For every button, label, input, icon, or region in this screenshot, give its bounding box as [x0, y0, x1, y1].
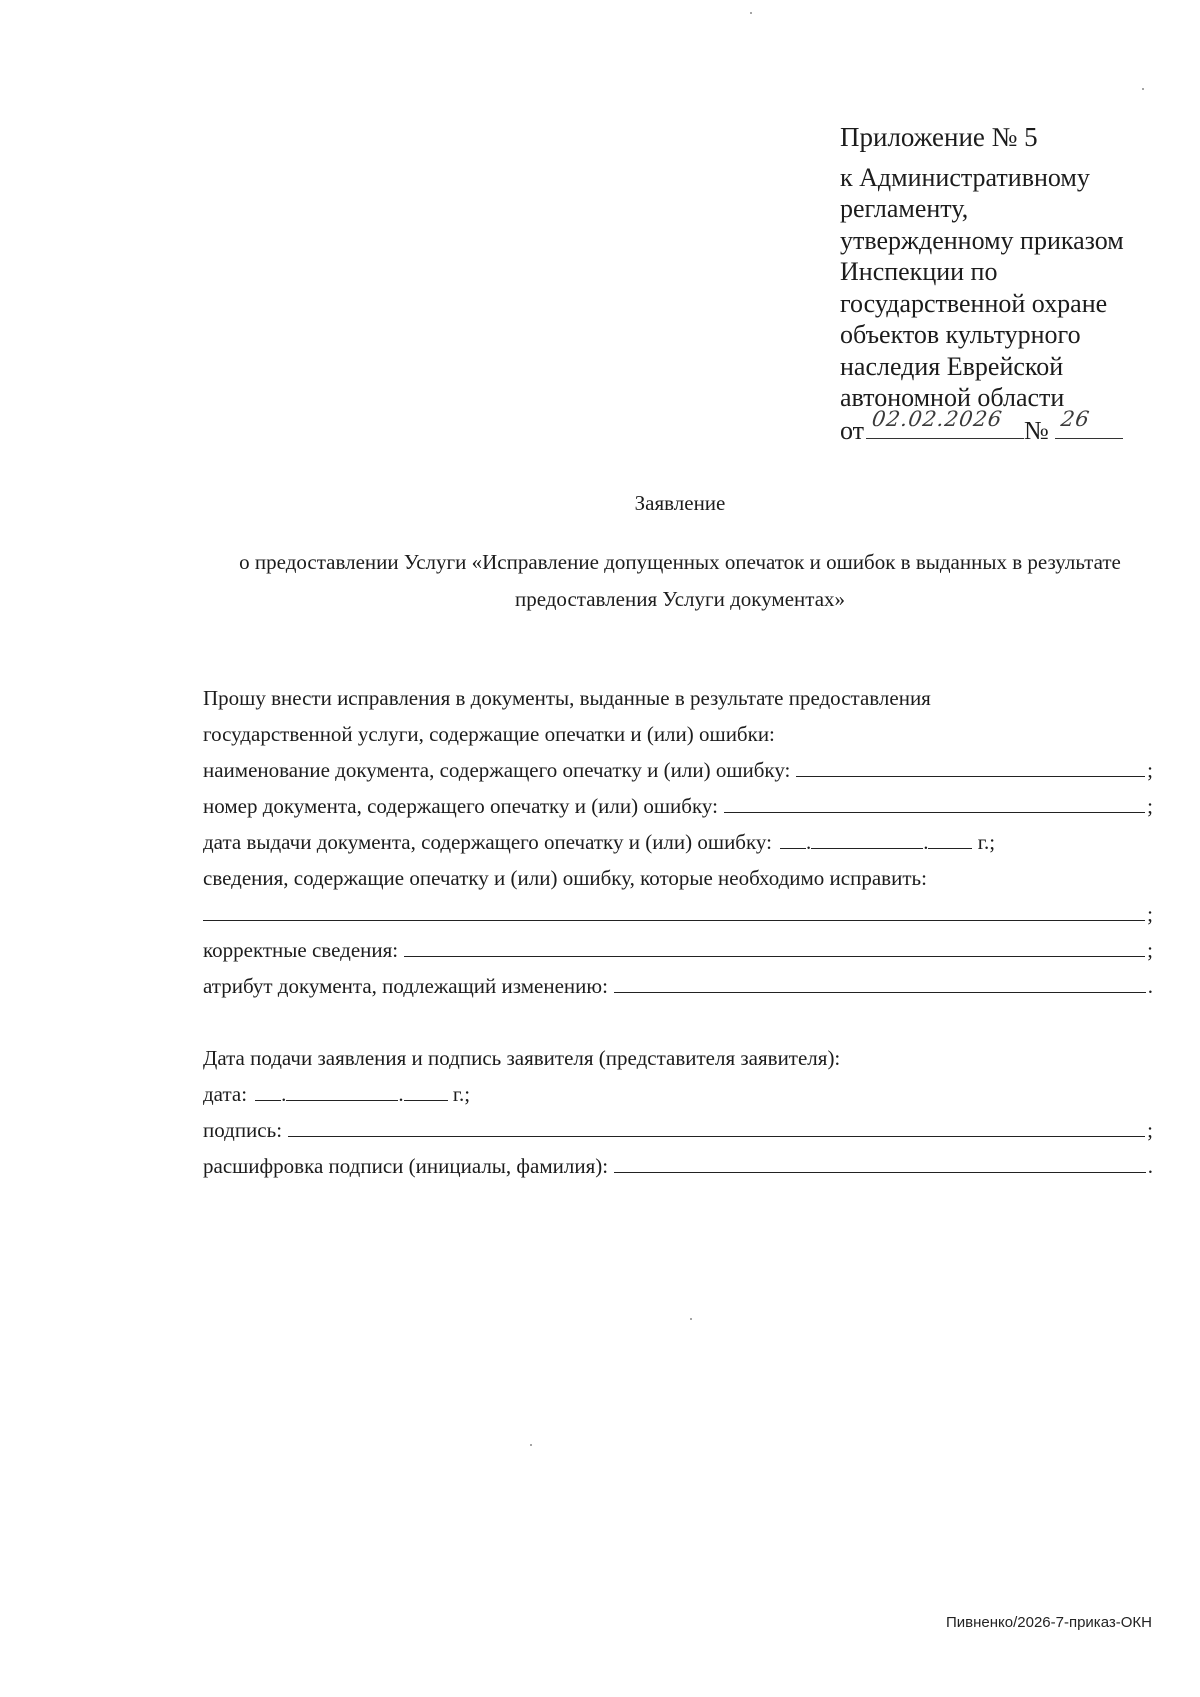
handwritten-date-field [866, 407, 1024, 439]
intro-line-2: государственной услуги, содержащие опечатки и (или) ошибки: [203, 722, 775, 746]
submission-year-field[interactable] [404, 1080, 448, 1101]
signature-label: подпись: [203, 1118, 283, 1142]
decode-row: расшифровка подписи (инициалы, фамилия): . [203, 1148, 1153, 1184]
handwritten-date: 02.02.2026 [870, 407, 1005, 431]
submission-month-field[interactable] [286, 1080, 398, 1101]
correct-label: корректные сведения: [203, 938, 399, 962]
appendix-line: государственной охране [840, 288, 1108, 318]
decode-label: расшифровка подписи (инициалы, фамилия): [203, 1154, 609, 1178]
submission-date-label: дата: [203, 1082, 248, 1106]
date-prefix: от [840, 415, 865, 445]
doc-name-label: наименование документа, содержащего опечатку и (или) ошибку: [203, 758, 791, 782]
doc-date-year-field[interactable] [928, 828, 972, 849]
appendix-line: утвержденному приказом [840, 225, 1124, 255]
appendix-line: наследия Еврейской [840, 351, 1064, 381]
doc-date-month-field[interactable] [811, 828, 923, 849]
scan-speck [1142, 88, 1144, 90]
correct-row: корректные сведения: ; [203, 932, 1153, 968]
appendix-line: регламенту, [840, 194, 969, 223]
document-heading: Заявление [634, 491, 726, 515]
info-field[interactable] [203, 898, 1145, 921]
submission-row [203, 1040, 1153, 1076]
submission-label: Дата подачи заявления и подпись заявителя (представителя заявителя): [203, 1046, 841, 1070]
appendix-line: к Административному [840, 162, 1090, 192]
scan-speck [750, 12, 752, 14]
scan-speck [530, 1444, 532, 1446]
doc-date-row: дата выдачи документа, содержащего опечатку и (или) ошибку: . . г.; [203, 824, 1153, 860]
document-subtitle: о предоставлении Услуги «Исправление допущенных опечаток и ошибок в выданных в результате предоставления Услуги документах» [239, 550, 1121, 611]
doc-date-day-field[interactable] [780, 828, 806, 849]
submission-day-field[interactable] [255, 1080, 281, 1101]
application-body [203, 680, 1153, 1184]
appendix-line: объектов культурного [840, 320, 1081, 349]
doc-number-label: номер документа, содержащего опечатку и (или) ошибку: [203, 794, 718, 818]
appendix-line: Инспекции по [840, 257, 998, 286]
handwritten-number: 26 [1059, 407, 1092, 431]
doc-number-field[interactable] [724, 790, 1145, 813]
signature-row: подпись: ; [203, 1112, 1153, 1148]
correct-field[interactable] [404, 934, 1145, 957]
attribute-field[interactable] [614, 970, 1146, 993]
attribute-row: атрибут документа, подлежащий изменению: . [203, 968, 1153, 1004]
footer-reference: Пивненко/2026-7-приказ-ОКН [945, 1614, 1152, 1631]
attribute-label: атрибут документа, подлежащий изменению: [203, 974, 608, 998]
intro-line-1: Прошу внести исправления в документы, выданные в результате предоставления [203, 686, 931, 710]
submission-date-row: дата: . . г.; [203, 1076, 1153, 1112]
doc-name-field[interactable] [796, 754, 1145, 777]
decode-field[interactable] [614, 1150, 1146, 1173]
number-label: № [1024, 415, 1049, 445]
appendix-line: автономной области [840, 383, 1065, 412]
appendix-title: Приложение № 5 [840, 122, 1038, 152]
handwritten-number-field [1055, 407, 1123, 439]
doc-date-label: дата выдачи документа, содержащего опечатку и (или) ошибку: [203, 830, 772, 854]
signature-field[interactable] [288, 1114, 1145, 1137]
scan-speck [690, 1318, 692, 1320]
appendix-block [840, 122, 1170, 446]
info-label-row [203, 860, 1153, 896]
doc-name-row: наименование документа, содержащего опечатку и (или) ошибку: ; [203, 752, 1153, 788]
appendix-date-line [840, 407, 1170, 447]
info-field-row: ; [203, 896, 1153, 932]
info-label: сведения, содержащие опечатку и (или) ошибку, которые необходимо исправить: [203, 866, 927, 890]
doc-number-row: номер документа, содержащего опечатку и (или) ошибку: ; [203, 788, 1153, 824]
